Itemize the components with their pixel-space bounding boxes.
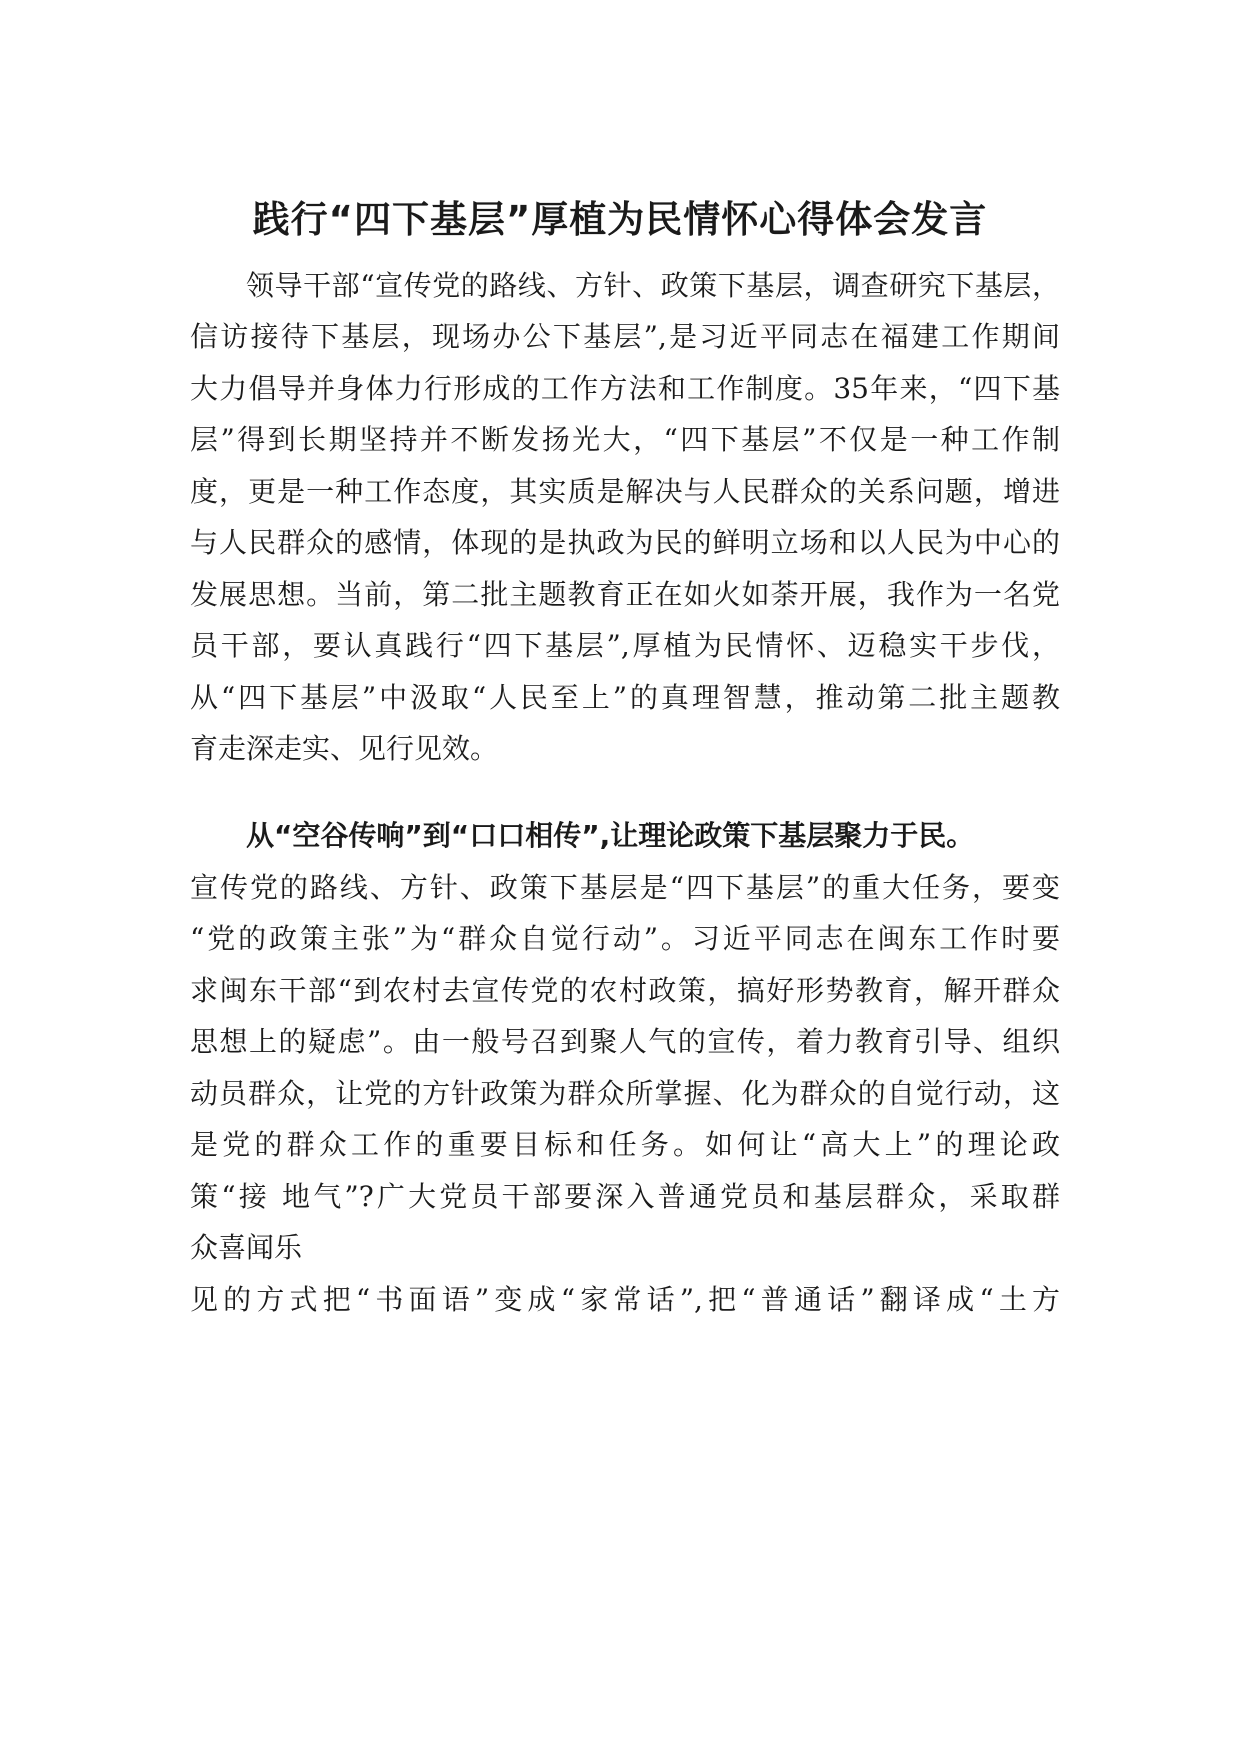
intro-line: 与人民群众的感情，体现的是执政为民的鲜明立场和以人民为中心的 bbox=[190, 526, 1060, 559]
section-line: 思想上的疑虑”。由一般号召到聚人气的宣传，着力教育引导、组织 bbox=[190, 1025, 1060, 1058]
intro-line: 育走深走实、见行见效。 bbox=[190, 732, 499, 765]
section-line: “党的政策主张”为“群众自觉行动”。习近平同志在闽东工作时要 bbox=[190, 922, 1060, 955]
intro-line: 信访接待下基层，现场办公下基层”,是习近平同志在福建工作期间 bbox=[190, 320, 1060, 353]
section-line: 策“接 地气”?广大党员干部要深入普通党员和基层群众，采取群 bbox=[190, 1180, 1060, 1213]
intro-line: 发展思想。当前，第二批主题教育正在如火如荼开展，我作为一名党 bbox=[190, 578, 1060, 611]
section-line: 动员群众，让党的方针政策为群众所掌握、化为群众的自觉行动，这 bbox=[190, 1077, 1060, 1110]
intro-line: 大力倡导并身体力行形成的工作方法和工作制度。35年来，“四下基 bbox=[190, 372, 1060, 405]
section-line: 众喜闻乐 bbox=[190, 1231, 303, 1264]
intro-line: 领导干部“宣传党的路线、方针、政策下基层，调查研究下基层， bbox=[246, 269, 1060, 302]
document-title: 践行“四下基层”厚植为民情怀心得体会发言 bbox=[252, 198, 988, 241]
section-line: 宣传党的路线、方针、政策下基层是“四下基层”的重大任务，要变 bbox=[190, 871, 1060, 904]
intro-line: 员干部，要认真践行“四下基层”,厚植为民情怀、迈稳实干步伐， bbox=[190, 629, 1060, 662]
intro-line: 度，更是一种工作态度，其实质是解决与人民群众的关系问题，增进 bbox=[190, 475, 1060, 508]
section-line: 见的方式把“书面语”变成“家常话”,把“普通话”翻译成“土方 bbox=[190, 1283, 1060, 1316]
intro-line: 层”得到长期坚持并不断发扬光大，“四下基层”不仅是一种工作制 bbox=[190, 423, 1060, 456]
intro-line: 从“四下基层”中汲取“人民至上”的真理智慧，推动第二批主题教 bbox=[190, 681, 1060, 714]
section-heading: 从“空谷传响”到“口口相传”,让理论政策下基层聚力于民。 bbox=[246, 819, 975, 852]
section-line: 求闽东干部“到农村去宣传党的农村政策，搞好形势教育，解开群众 bbox=[190, 974, 1060, 1007]
section-line: 是党的群众工作的重要目标和任务。如何让“高大上”的理论政 bbox=[190, 1128, 1060, 1161]
